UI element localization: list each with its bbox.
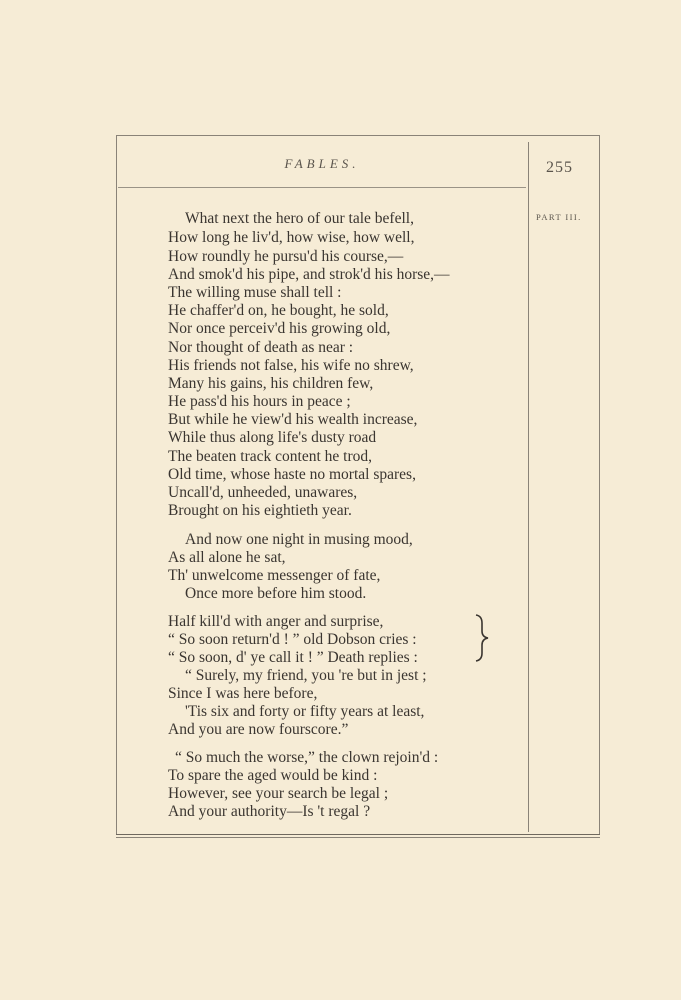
poem-line: Once more before him stood. — [185, 585, 367, 602]
page-number: 255 — [546, 159, 573, 176]
poem-line: He chaffer'd on, he bought, he sold, — [168, 302, 389, 319]
poem-line: What next the hero of our tale befell, — [185, 210, 414, 227]
page-frame-bottom-rule — [116, 834, 600, 838]
poem-line: Nor thought of death as near : — [168, 339, 354, 356]
poem-line: And you are now fourscore.” — [168, 721, 349, 738]
curly-brace-icon — [470, 613, 490, 663]
poem-line: He pass'd his hours in peace ; — [168, 393, 351, 410]
margin-note: PART III. — [536, 212, 582, 222]
margin-divider — [528, 142, 529, 832]
poem-line: Half kill'd with anger and surprise, — [168, 613, 384, 630]
poem-line: Nor once perceiv'd his growing old, — [168, 320, 391, 337]
poem-line: How long he liv'd, how wise, how well, — [168, 229, 415, 246]
poem-line: How roundly he pursu'd his course,— — [168, 248, 404, 265]
poem-line: However, see your search be legal ; — [168, 785, 389, 802]
poem-line: Since I was here before, — [168, 685, 318, 702]
poem-line: To spare the aged would be kind : — [168, 767, 378, 784]
poem-line: Old time, whose haste no mortal spares, — [168, 466, 416, 483]
poem-line: “ So soon, d' ye call it ! ” Death replies : — [168, 649, 418, 666]
running-head: FABLES. — [284, 156, 360, 171]
poem-line: While thus along life's dusty road — [168, 429, 377, 446]
poem-line: The beaten track content he trod, — [168, 448, 372, 465]
poem-line: The willing muse shall tell : — [168, 284, 342, 301]
poem-line: Brought on his eightieth year. — [168, 502, 352, 519]
poem-line: Th' unwelcome messenger of fate, — [168, 567, 381, 584]
poem-line: His friends not false, his wife no shrew, — [168, 357, 414, 374]
poem-line: But while he view'd his wealth increase, — [168, 411, 418, 428]
header-rule — [118, 187, 526, 188]
poem-line: As all alone he sat, — [168, 549, 286, 566]
poem-line: Many his gains, his children few, — [168, 375, 374, 392]
poem-line: And your authority—Is 't regal ? — [168, 803, 371, 820]
poem-line: Uncall'd, unheeded, unawares, — [168, 484, 358, 501]
poem-line: “ So soon return'd ! ” old Dobson cries : — [168, 631, 417, 648]
poem-line: “ Surely, my friend, you 're but in jest ; — [185, 667, 427, 684]
poem-line: 'Tis six and forty or fifty years at least, — [185, 703, 425, 720]
poem-line: And smok'd his pipe, and strok'd his horse,— — [168, 266, 450, 283]
poem-line: And now one night in musing mood, — [185, 531, 413, 548]
poem-line: “ So much the worse,” the clown rejoin'd : — [175, 749, 439, 766]
